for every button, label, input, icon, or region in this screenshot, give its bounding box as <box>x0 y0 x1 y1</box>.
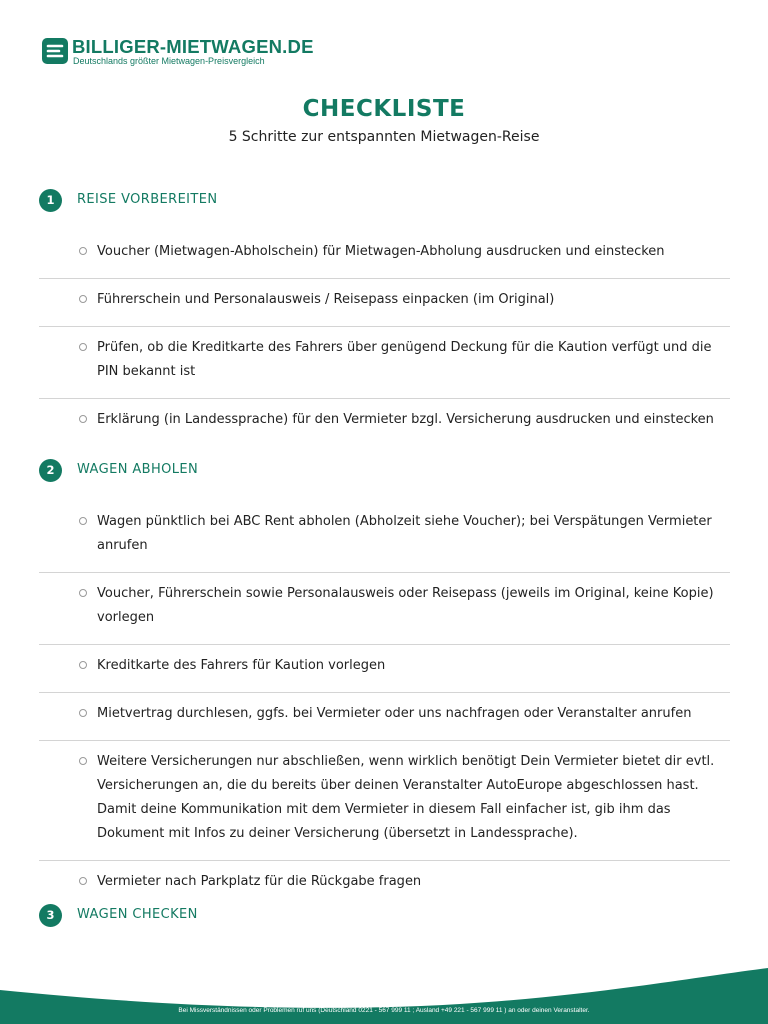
checkbox-circle-icon[interactable] <box>79 757 87 765</box>
checklist-item[interactable] <box>39 645 730 693</box>
section-number-badge: 2 <box>39 459 62 482</box>
checkbox-circle-icon[interactable] <box>79 709 87 717</box>
section-title: WAGEN CHECKEN <box>77 907 198 922</box>
checkbox-circle-icon[interactable] <box>79 877 87 885</box>
checklist-item[interactable] <box>39 327 730 399</box>
section-header <box>39 189 730 213</box>
footer <box>0 960 768 1024</box>
checkbox-circle-icon[interactable] <box>79 295 87 303</box>
brand-name: BILLIGER-MIETWAGEN.DE <box>72 36 314 57</box>
checkbox-circle-icon[interactable] <box>79 661 87 669</box>
brand-tagline: Deutschlands größter Mietwagen-Preisvergleich <box>73 56 265 66</box>
section-title: WAGEN ABHOLEN <box>77 462 199 477</box>
checkbox-circle-icon[interactable] <box>79 589 87 597</box>
checklist-item[interactable] <box>39 231 730 279</box>
checkbox-circle-icon[interactable] <box>79 247 87 255</box>
checklist-item-text: Prüfen, ob die Kreditkarte des Fahrers über genügend Deckung für die Kaution verfügt und die PIN bekannt ist <box>97 340 712 379</box>
checklist-item-text: Voucher (Mietwagen-Abholschein) für Mietwagen-Abholung ausdrucken und einstecken <box>97 244 665 259</box>
checkbox-circle-icon[interactable] <box>79 343 87 351</box>
checklist <box>39 231 730 446</box>
checklist-item[interactable] <box>39 573 730 645</box>
section-number-badge: 1 <box>39 189 62 212</box>
checklist-item-text: Erklärung (in Landessprache) für den Vermieter bzgl. Versicherung ausdrucken und einstecken <box>97 412 714 427</box>
checklist-item-text: Voucher, Führerschein sowie Personalausweis oder Reisepass (jeweils im Original, keine Kopie) vorlegen <box>97 586 714 625</box>
section-header <box>39 904 730 928</box>
checklist-item-text: Kreditkarte des Fahrers für Kaution vorlegen <box>97 658 386 673</box>
checklist-item[interactable] <box>39 693 730 741</box>
checklist-item-text: Führerschein und Personalausweis / Reisepass einpacken (im Original) <box>97 292 555 307</box>
checklist-item[interactable] <box>39 501 730 573</box>
checklist-item-text: Mietvertrag durchlesen, ggfs. bei Vermieter oder uns nachfragen oder Veranstalter anrufen <box>97 706 692 721</box>
checklist-item[interactable] <box>39 279 730 327</box>
checkbox-circle-icon[interactable] <box>79 415 87 423</box>
checklist-item-text: Wagen pünktlich bei ABC Rent abholen (Abholzeit siehe Voucher); bei Verspätungen Vermieter anrufen <box>97 514 712 553</box>
footer-wave-icon <box>0 960 768 1024</box>
page-title: CHECKLISTE <box>302 96 466 122</box>
section-header <box>39 459 730 483</box>
checkbox-circle-icon[interactable] <box>79 517 87 525</box>
checklist-item[interactable] <box>39 741 730 861</box>
logo-mark-icon <box>42 38 68 64</box>
section-reise-vorbereiten <box>39 189 730 446</box>
checklist-item-text: Weitere Versicherungen nur abschließen, wenn wirklich benötigt Dein Vermieter bietet dir evtl. Versicherungen an, die du bereits über deinen Veranstalter AutoEurope abgeschlossen hast. Damit deine Kommunikation mit dem Vermieter in diesem Fall einfacher ist, gib ihm das Dokument mit Infos zu deiner Versicherung (übersetzt in Landessprache). <box>97 754 715 841</box>
section-number-badge: 3 <box>39 904 62 927</box>
checklist-item-text: Vermieter nach Parkplatz für die Rückgabe fragen <box>97 874 422 889</box>
checklist-item[interactable] <box>39 399 730 446</box>
section-wagen-checken <box>39 904 730 928</box>
section-title: REISE VORBEREITEN <box>77 192 218 207</box>
section-wagen-abholen <box>39 459 730 908</box>
footer-contact-text: Bei Missverständnissen oder Problemen ruf uns (Deutschland 0221 - 567 999 11 ; Ausland +49 221 - 567 999 11 ) an oder deinen Veranstalter. <box>178 1007 590 1014</box>
checklist <box>39 501 730 908</box>
page-subtitle: 5 Schritte zur entspannten Mietwagen-Reise <box>228 129 540 145</box>
checklist-item[interactable] <box>39 861 730 908</box>
